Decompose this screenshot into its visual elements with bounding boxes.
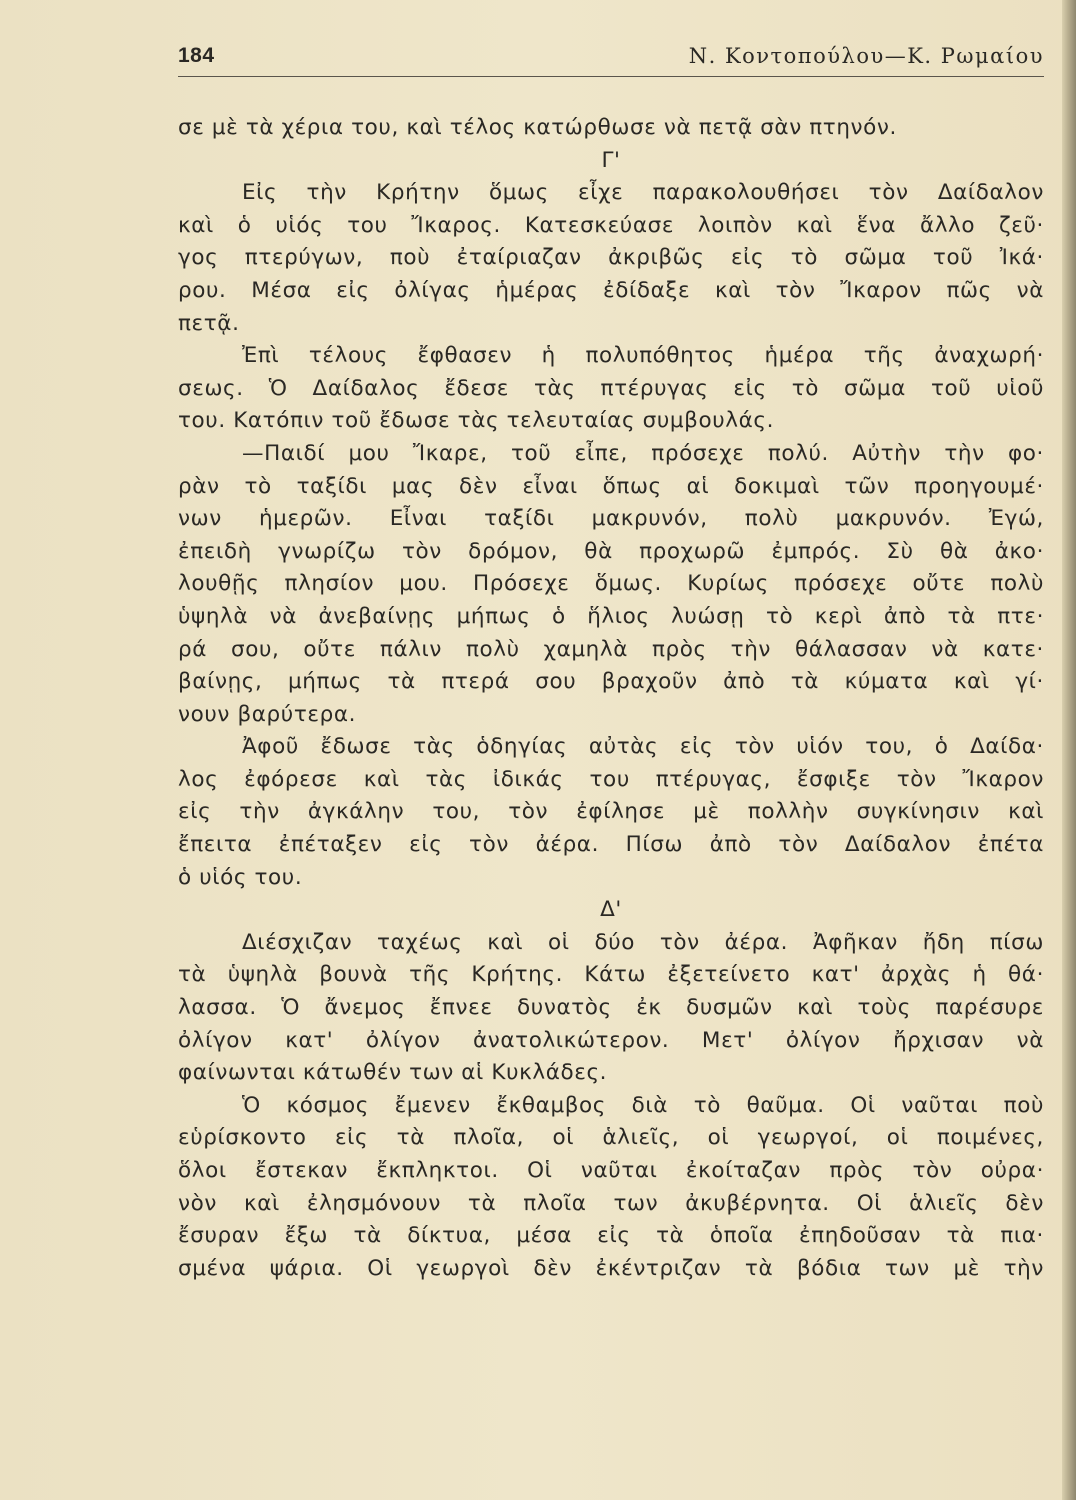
text-line: του. Κατόπιν τοῦ ἔδωσε τὰς τελευταίας συμβουλάς. xyxy=(178,408,775,434)
text-line: ὑψηλὰ νὰ ἀνεβαίνῃς μήπως ὁ ἥλιος λυώσῃ τὸ κερὶ ἀπὸ τὰ πτε· xyxy=(178,603,1044,629)
text-line: νὸν καὶ ἐλησμόνουν τὰ πλοῖα των ἀκυβέρνητα. Οἱ ἁλιεῖς δὲν xyxy=(178,1190,1044,1216)
text-line: εἰς τὴν ἀγκάλην του, τὸν ἐφίλησε μὲ πολλὴν συγκίνησιν καὶ xyxy=(178,799,1044,825)
text-line: Ὁ κόσμος ἔμενεν ἔκθαμβος διὰ τὸ θαῦμα. Οἱ ναῦται ποὺ xyxy=(242,1092,1044,1118)
header-rule xyxy=(178,76,1044,77)
text-line: σεως. Ὁ Δαίδαλος ἔδεσε τὰς πτέρυγας εἰς τὸ σῶμα τοῦ υἱοῦ xyxy=(178,375,1044,401)
text-line: ρὰν τὸ ταξίδι μας δὲν εἶναι ὅπως αἱ δοκιμαὶ τῶν προηγουμέ· xyxy=(178,473,1044,499)
text-line: γος πτερύγων, ποὺ ἐταίριαζαν ἀκριβῶς εἰς τὸ σῶμα τοῦ Ἰκά· xyxy=(178,245,1044,271)
page-header xyxy=(178,40,1044,80)
text-line: Ἐπὶ τέλους ἔφθασεν ἡ πολυπόθητος ἡμέρα τῆς ἀναχωρή· xyxy=(242,343,1044,369)
text-line: Ἀφοῦ ἔδωσε τὰς ὁδηγίας αὐτὰς εἰς τὸν υἱόν του, ὁ Δαίδα· xyxy=(242,734,1044,760)
text-line: ἔσυραν ἔξω τὰ δίκτυα, μέσα εἰς τὰ ὁποῖα ἐπηδοῦσαν τὰ πια· xyxy=(178,1223,1044,1249)
body-text xyxy=(178,112,1044,1285)
page-number: 184 xyxy=(178,44,215,67)
text-line: φαίνωνται κάτωθέν των αἱ Κυκλάδες. xyxy=(178,1060,608,1086)
page-edge xyxy=(1062,0,1076,1500)
text-line: Εἰς τὴν Κρήτην ὅμως εἶχε παρακολουθήσει τὸν Δαίδαλον xyxy=(242,180,1044,206)
section-heading: Γ' xyxy=(601,147,621,173)
running-title: Ν. Κοντοπούλου—Κ. Ρωμαίου xyxy=(688,44,1044,68)
section-heading: Δ' xyxy=(600,897,622,923)
text-line: ἐπειδὴ γνωρίζω τὸν δρόμον, θὰ προχωρῶ ἐμπρός. Σὺ θὰ ἀκο· xyxy=(178,538,1044,564)
text-line: τὰ ὑψηλὰ βουνὰ τῆς Κρήτης. Κάτω ἐξετείνετο κατ' ἀρχὰς ἡ θά· xyxy=(178,962,1044,988)
text-line: νων ἡμερῶν. Εἶναι ταξίδι μακρυνόν, πολὺ μακρυνόν. Ἐγώ, xyxy=(178,506,1044,532)
text-line: λουθῇς πλησίον μου. Πρόσεχε ὅμως. Κυρίως πρόσεχε οὔτε πολὺ xyxy=(178,571,1044,597)
text-line: ὁ υἱός του. xyxy=(178,864,303,890)
text-line: ρου. Μέσα εἰς ὀλίγας ἡμέρας ἐδίδαξε καὶ τὸν Ἴκαρον πῶς νὰ xyxy=(178,277,1044,303)
text-line: πετᾷ. xyxy=(178,310,240,336)
text-line: ρά σου, οὔτε πάλιν πολὺ χαμηλὰ πρὸς τὴν θάλασσαν νὰ κατε· xyxy=(178,636,1044,662)
text-line: —Παιδί μου Ἴκαρε, τοῦ εἶπε, πρόσεχε πολύ. Αὐτὴν τὴν φο· xyxy=(242,440,1044,466)
text-line: σε μὲ τὰ χέρια του, καὶ τέλος κατώρθωσε νὰ πετᾷ σὰν πτηνόν. xyxy=(178,115,897,140)
text-line: βαίνῃς, μήπως τὰ πτερά σου βραχοῦν ἀπὸ τὰ κύματα καὶ γί· xyxy=(178,669,1044,695)
text-line: ὅλοι ἔστεκαν ἔκπληκτοι. Οἱ ναῦται ἐκοίταζαν πρὸς τὸν οὐρα· xyxy=(178,1158,1044,1183)
text-line: Διέσχιζαν ταχέως καὶ οἱ δύο τὸν ἀέρα. Ἀφῆκαν ἤδη πίσω xyxy=(242,929,1044,955)
text-line: εὑρίσκοντο εἰς τὰ πλοῖα, οἱ ἁλιεῖς, οἱ γεωργοί, οἱ ποιμένες, xyxy=(178,1125,1044,1151)
text-line: λος ἐφόρεσε καὶ τὰς ἰδικάς του πτέρυγας, ἔσφιξε τὸν Ἴκαρον xyxy=(178,766,1044,792)
text-line: λασσα. Ὁ ἄνεμος ἔπνεε δυνατὸς ἐκ δυσμῶν καὶ τοὺς παρέσυρε xyxy=(178,995,1044,1021)
text-line: ἔπειτα ἐπέταξεν εἰς τὸν ἀέρα. Πίσω ἀπὸ τὸν Δαίδαλον ἐπέτα xyxy=(178,832,1044,858)
text-line: ὀλίγον κατ' ὀλίγον ἀνατολικώτερον. Μετ' ὀλίγον ἤρχισαν νὰ xyxy=(178,1027,1044,1053)
text-line: καὶ ὁ υἱός του Ἴκαρος. Κατεσκεύασε λοιπὸν καὶ ἕνα ἄλλο ζεῦ· xyxy=(178,212,1044,238)
text-line: νουν βαρύτερα. xyxy=(178,701,357,727)
text-line: σμένα ψάρια. Οἱ γεωργοὶ δὲν ἐκέντριζαν τὰ βόδια των μὲ τὴν xyxy=(178,1255,1044,1281)
